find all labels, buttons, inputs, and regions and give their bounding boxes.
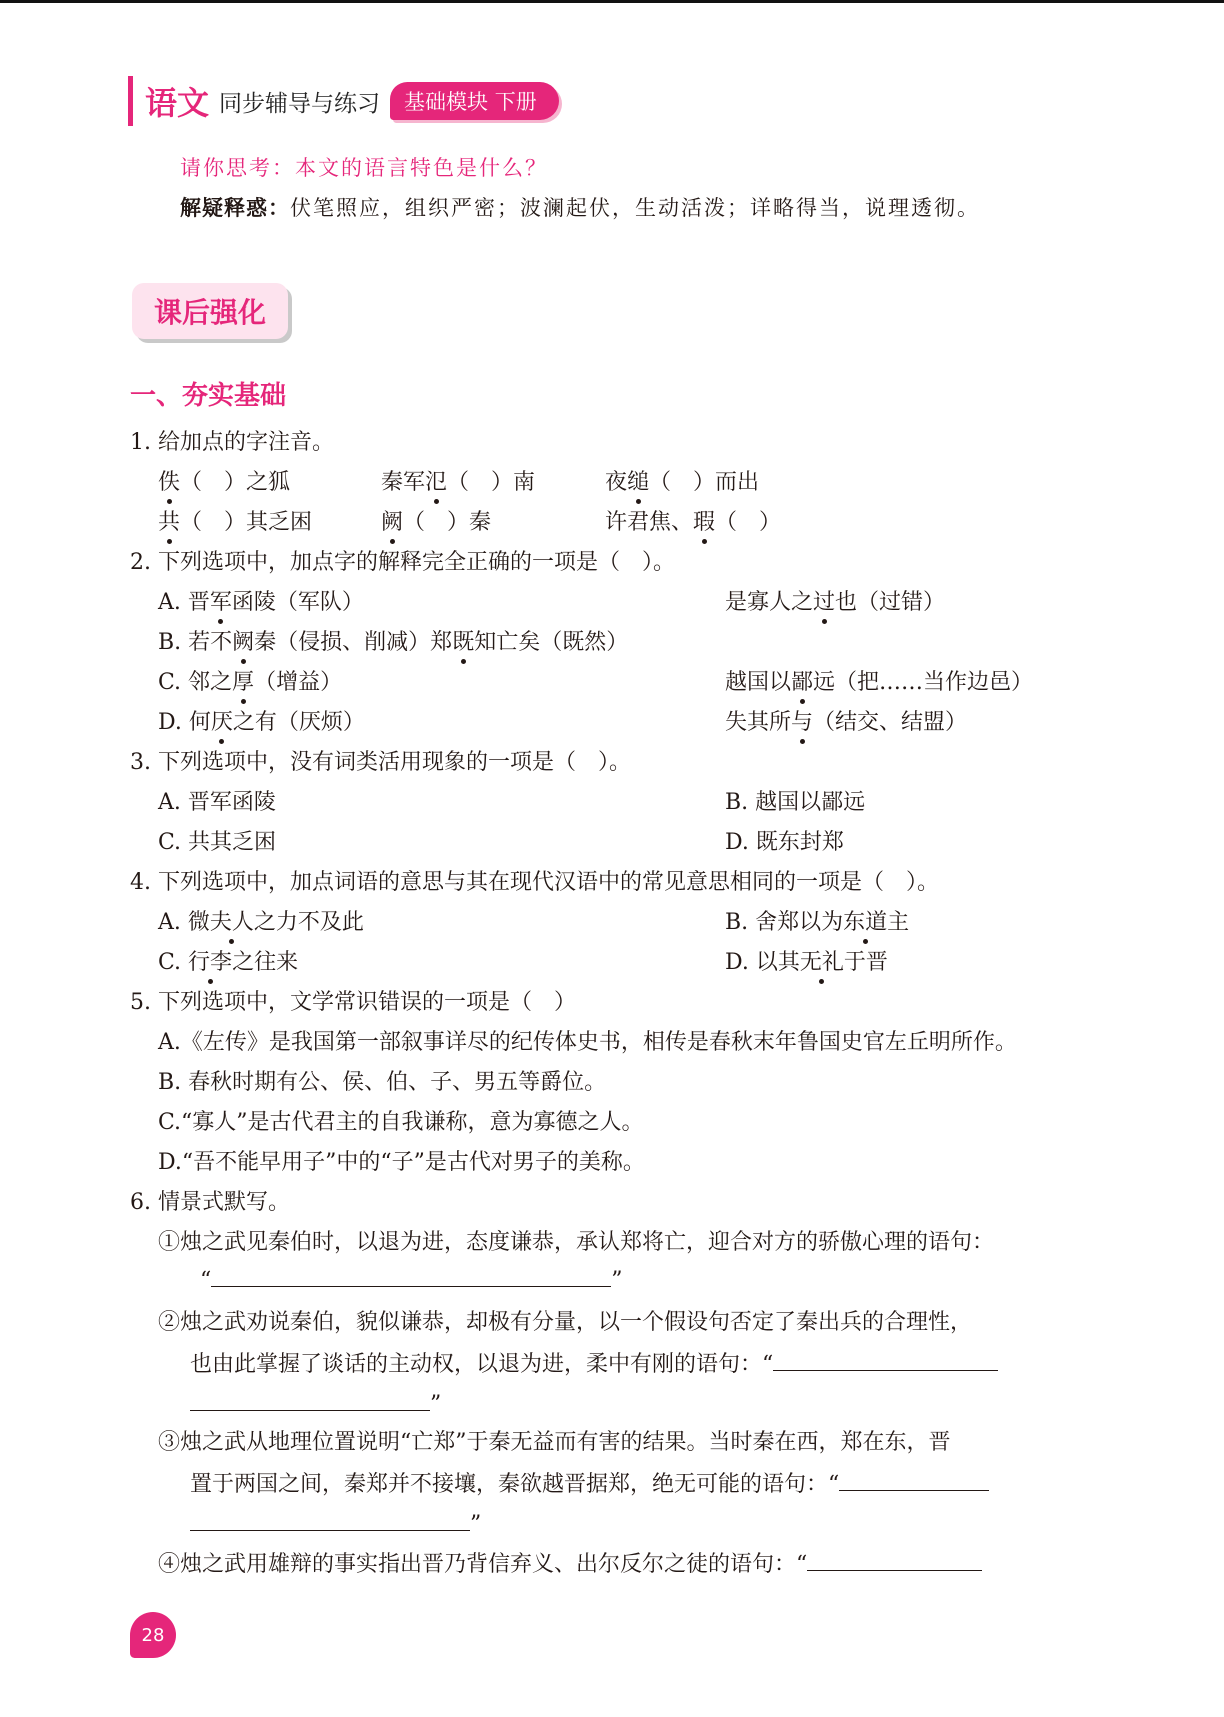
q4-option-b: B. 舍郑以为东道主 — [725, 908, 909, 938]
q6-item-3-cont: 置于两国之间，秦郑并不接壤，秦欲越晋据郑，绝无可能的语句：“ — [190, 1468, 989, 1500]
subsection-title: 一、夯实基础 — [130, 381, 287, 411]
emphasis-char: 厌 — [211, 708, 233, 738]
header-subject: 语文 — [145, 84, 210, 122]
header-series: 同步辅导与练习 — [219, 90, 381, 117]
q1-item: 夜缒（ ）而出 — [605, 468, 759, 498]
emphasis-char: 厚 — [232, 668, 254, 698]
header-badge: 基础模块 下册 — [390, 82, 559, 120]
q1-item: 佚（ ）之狐 — [158, 468, 290, 498]
q5-stem: 5. 下列选项中，文学常识错误的一项是（ ） — [130, 990, 576, 1015]
q6-answer-2: ” — [190, 1388, 441, 1420]
q4-option-d: D. 以其无礼于晋 — [725, 948, 888, 978]
emphasis-char: 过 — [813, 588, 835, 618]
think-answer — [180, 192, 980, 222]
q2-option: D. 何厌之有（厌烦） — [158, 708, 365, 738]
q3-option-c: C. 共其乏困 — [158, 830, 277, 855]
answer-blank[interactable] — [190, 1388, 430, 1411]
q1-item: 共（ ）其乏困 — [158, 508, 312, 538]
emphasis-char: 共 — [158, 508, 180, 538]
q1-stem: 1. 给加点的字注音。 — [130, 430, 334, 455]
emphasis-char: 东道 — [843, 908, 887, 938]
top-rule — [0, 0, 1224, 3]
answer-blank[interactable] — [773, 1348, 998, 1371]
q6-answer-1: “ ” — [200, 1264, 623, 1296]
emphasis-char: 瑕 — [693, 508, 715, 538]
answer-blank[interactable] — [190, 1508, 470, 1531]
page-number: 28 — [130, 1612, 176, 1658]
emphasis-char: 佚 — [158, 468, 180, 498]
q2-option: 是寡人之过也（过错） — [725, 588, 945, 618]
q1-item: 阙（ ）秦 — [381, 508, 491, 538]
answer-blank[interactable] — [211, 1264, 611, 1287]
q6-stem: 6. 情景式默写。 — [130, 1190, 290, 1215]
q6-item-3: ③烛之武从地理位置说明“亡郑”于秦无益而有害的结果。当时秦在西，郑在东，晋 — [158, 1430, 951, 1455]
think-prompt: 请你思考：本文的语言特色是什么？ — [180, 156, 548, 180]
emphasis-char: 与 — [791, 708, 813, 738]
q6-answer-3: ” — [190, 1508, 481, 1540]
q3-option-a: A. 晋军函陵 — [158, 790, 276, 815]
q1-item: 秦军氾（ ）南 — [381, 468, 535, 498]
running-header — [128, 76, 559, 126]
q3-option-d: D. 既东封郑 — [725, 830, 844, 855]
q5-option-c: C.“寡人”是古代君主的自我谦称，意为寡德之人。 — [158, 1110, 644, 1135]
q6-item-2-cont: 也由此掌握了谈话的主动权，以退为进，柔中有刚的语句：“ — [190, 1348, 998, 1380]
q2-option: 越国以鄙远（把……当作边邑） — [725, 668, 1033, 698]
emphasis-char: 夫人 — [210, 908, 254, 938]
section-title: 课后强化 — [132, 283, 288, 339]
answer-blank[interactable] — [807, 1548, 982, 1571]
emphasis-char: 军 — [210, 588, 232, 618]
q2-stem: 2. 下列选项中，加点字的解释完全正确的一项是（ ）。 — [130, 550, 675, 575]
q1-item: 许君焦、瑕（ ） — [605, 508, 781, 538]
emphasis-char: 鄙 — [791, 668, 813, 698]
q2-option: 失其所与（结交、结盟） — [725, 708, 967, 738]
emphasis-char: 缒 — [627, 468, 649, 498]
q2-option: A. 晋军函陵（军队） — [158, 588, 364, 618]
q6-item-4: ④烛之武用雄辩的事实指出晋乃背信弃义、出尔反尔之徒的语句：“ — [158, 1548, 982, 1580]
emphasis-char: 既 — [452, 628, 474, 658]
q5-option-d: D.“吾不能早用子”中的“子”是古代对男子的美称。 — [158, 1150, 645, 1175]
emphasis-char: 无礼 — [800, 948, 844, 978]
header-accent-bar — [128, 76, 133, 126]
emphasis-char: 阙 — [381, 508, 403, 538]
emphasis-char: 行李 — [188, 948, 232, 978]
q4-option-c: C. 行李之往来 — [158, 948, 298, 978]
answer-blank[interactable] — [839, 1468, 989, 1491]
emphasis-char: 阙 — [232, 628, 254, 658]
q4-option-a: A. 微夫人之力不及此 — [158, 908, 364, 938]
q2-option: C. 邻之厚（增益） — [158, 668, 342, 698]
q3-option-b: B. 越国以鄙远 — [725, 790, 866, 815]
answer-text: 伏笔照应，组织严密；波澜起伏，生动活泼；详略得当，说理透彻。 — [290, 196, 980, 220]
q4-stem: 4. 下列选项中，加点词语的意思与其在现代汉语中的常见意思相同的一项是（ ）。 — [130, 870, 939, 895]
emphasis-char: 氾 — [425, 468, 447, 498]
q6-item-1: ①烛之武见秦伯时，以退为进，态度谦恭，承认郑将亡，迎合对方的骄傲心理的语句： — [158, 1230, 995, 1255]
answer-label: 解疑释惑： — [180, 196, 290, 220]
q5-option-a: A.《左传》是我国第一部叙事详尽的纪传体史书，相传是春秋末年鲁国史官左丘明所作。 — [158, 1030, 1017, 1055]
q2-option: B. 若不阙秦（侵损、削减）郑既知亡矣（既然） — [158, 628, 628, 658]
q3-stem: 3. 下列选项中，没有词类活用现象的一项是（ ）。 — [130, 750, 631, 775]
q5-option-b: B. 春秋时期有公、侯、伯、子、男五等爵位。 — [158, 1070, 607, 1095]
q6-item-2: ②烛之武劝说秦伯，貌似谦恭，却极有分量，以一个假设句否定了秦出兵的合理性， — [158, 1310, 973, 1335]
